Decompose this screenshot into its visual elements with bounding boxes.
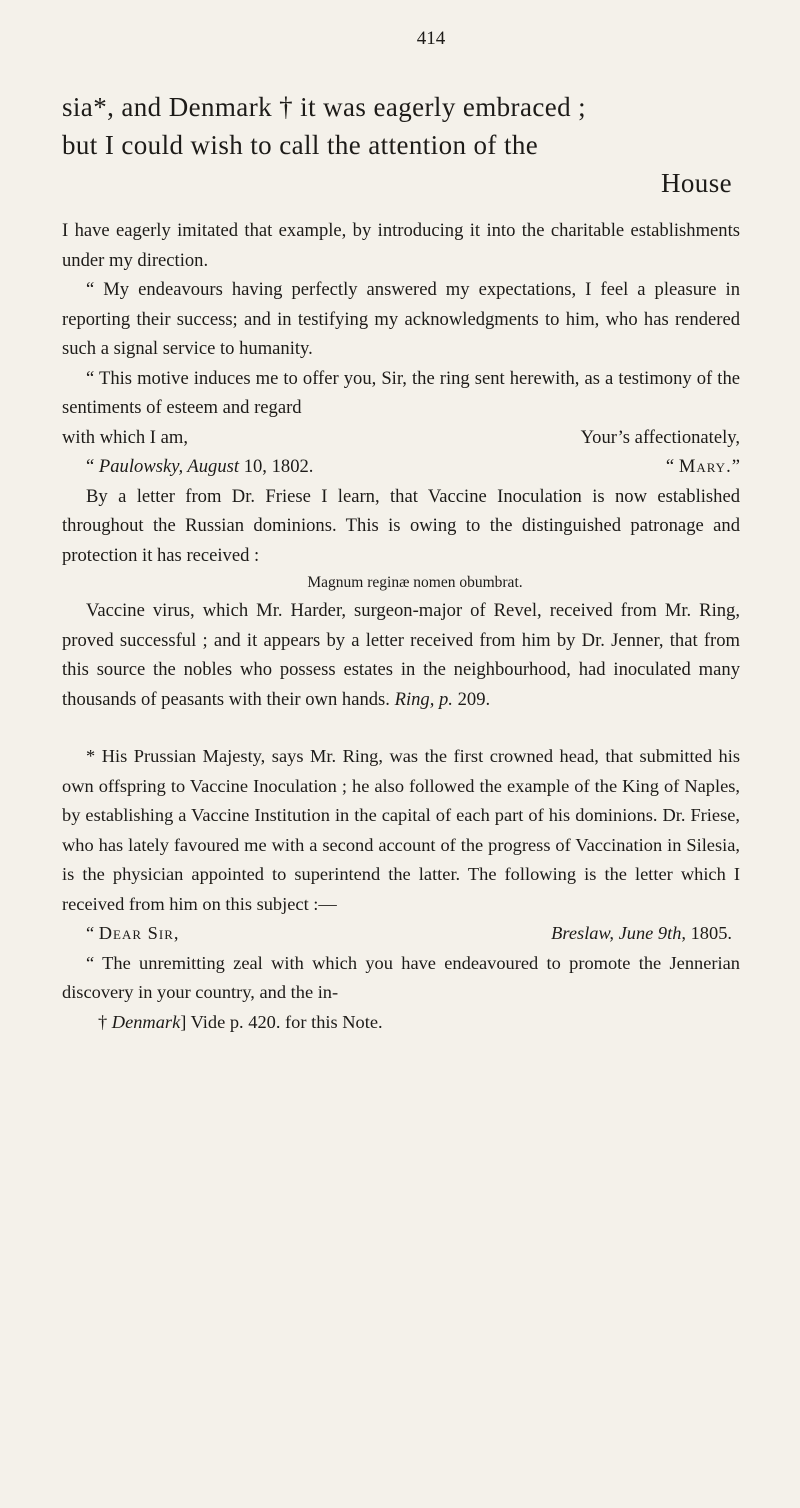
quote-paragraph-4: By a letter from Dr. Friese I learn, that Vaccine Inoculation is now established throughout the Russian dominions. This is owing to the distinguished patronage and protection it has received :: [62, 485, 740, 566]
citation-page: 209.: [452, 688, 491, 710]
footnote-2: [62, 1008, 740, 1038]
footnote-letter-heading: [62, 919, 740, 949]
main-text-line-2: but I could wish to call the attention of the: [62, 130, 539, 160]
main-text-line-1: sia*, and Denmark † it was eagerly embraced ;: [62, 92, 587, 122]
main-text-line-3: House: [661, 168, 732, 198]
citation-ring: Ring, p.: [394, 688, 453, 710]
signature-close-quote: ”: [731, 456, 740, 477]
salutation-quote-mark: “: [86, 923, 99, 943]
salutation-text: Dear Sir,: [98, 923, 180, 943]
closing-right: Your’s affectionately,: [580, 426, 740, 448]
footnote-2-marker: †: [98, 1011, 112, 1032]
place-date-number: 10, 1802.: [239, 456, 314, 477]
salutation: [86, 919, 179, 949]
quote-paragraph-1: I have eagerly imitated that example, by introducing it into the charitable establishments under my direction.: [62, 220, 740, 271]
footnote-letter-body: “ The unremitting zeal with which you have endeavoured to promote the Jennerian discovery in your country, and the in-: [62, 952, 740, 1002]
page-number: 414: [416, 28, 446, 49]
place-date: [62, 452, 313, 482]
letter-place-date-italic: Breslaw, June 9th,: [551, 923, 687, 943]
letter-signature-line: [62, 452, 740, 482]
place-date-italic: Paulowsky, August: [98, 456, 240, 477]
place-date-quote-mark: “: [86, 456, 99, 477]
quote-paragraph-5: [62, 596, 740, 714]
main-text: [62, 88, 740, 202]
letter-place-date: [551, 919, 740, 949]
quoted-letter: [62, 216, 740, 714]
footnote-2-italic: Denmark: [111, 1011, 181, 1032]
footnotes: [62, 742, 740, 1037]
closing-left: with which I am,: [62, 426, 188, 448]
quote-paragraph-3: “ This motive induces me to offer you, Sir, the ring sent herewith, as a testimony of the sentiments of esteem and regard: [62, 367, 740, 418]
quote-paragraph-5-text: Vaccine virus, which Mr. Harder, surgeon-major of Revel, received from Mr. Ring, proved successful ; and it appears by a letter received from him by Dr. Jenner, that from this source the nobles who possess estates in the neighbourhood, had inoculated many thousands of peasants with their own hands.: [62, 600, 740, 710]
letter-closing: [62, 423, 740, 453]
signature-quote-mark: “: [665, 456, 679, 477]
quote-paragraph-2: “ My endeavours having perfectly answered my expectations, I feel a pleasure in reporting their success; and in testifying my acknowledgments to him, who has rendered such a signal service to humanity.: [62, 279, 740, 359]
latin-motto: Magnum reginæ nomen obumbrat.: [307, 574, 523, 591]
footnote-1: * His Prussian Majesty, says Mr. Ring, was the first crowned head, that submitted his own offspring to Vaccine Inoculation ; he also followed the example of the King of Naples, by establishing a Vaccine Institution in the capital of each part of his dominions. Dr. Friese, who has lately favoured me with a second account of the progress of Vaccination in Silesia, is the physician appointed to superintend the latter. The following is the letter which I received from him on this subject :—: [62, 746, 740, 914]
signature-name: Mary.: [678, 456, 732, 477]
letter-year: 1805.: [686, 923, 732, 943]
signature: [666, 452, 740, 482]
footnote-2-text: ] Vide p. 420. for this Note.: [180, 1011, 383, 1032]
